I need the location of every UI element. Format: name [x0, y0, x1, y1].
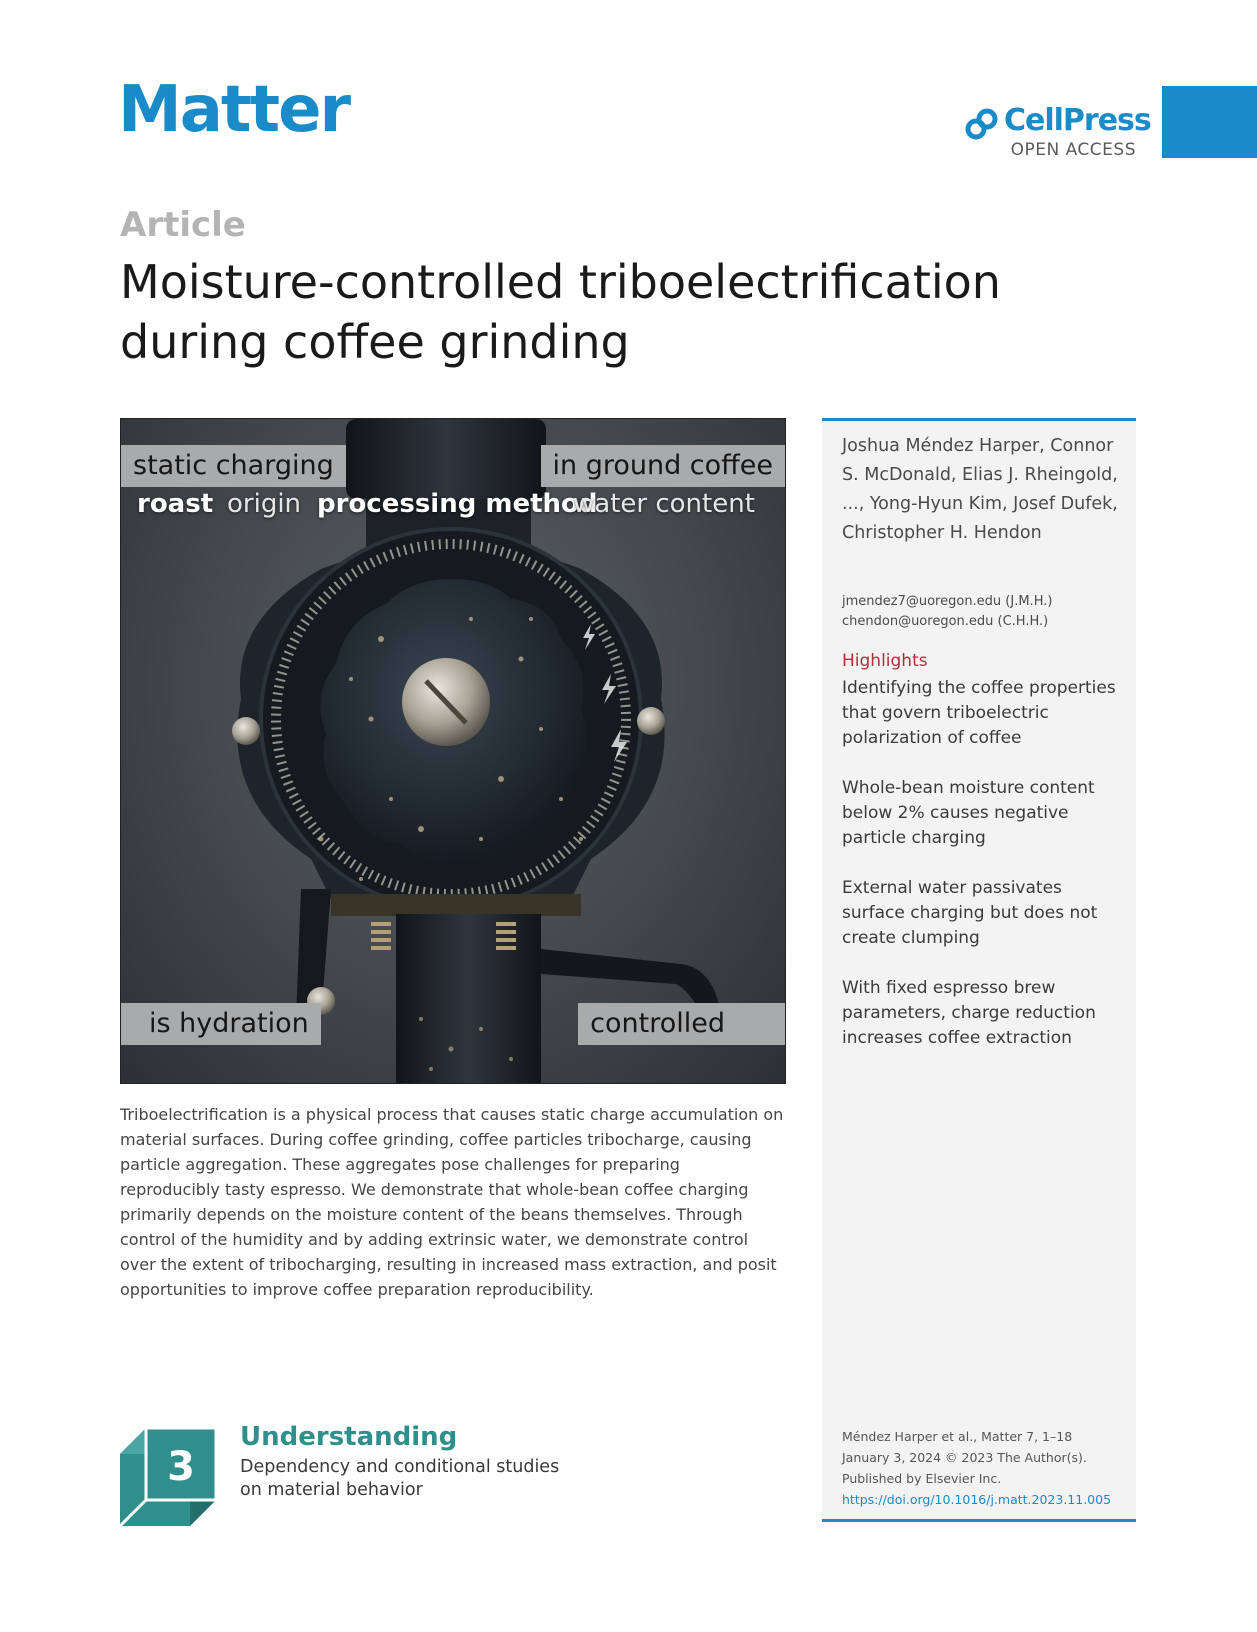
citation-line: Méndez Harper et al., Matter 7, 1–18: [842, 1429, 1073, 1444]
publisher-logo: [964, 103, 1151, 162]
ga-factor-origin: origin: [227, 489, 302, 519]
ga-label-in-ground-coffee: in ground coffee: [541, 445, 786, 487]
email-link[interactable]: chendon@uoregon.edu (C.H.H.): [842, 614, 1049, 629]
highlights-heading: Highlights: [842, 651, 928, 671]
graphical-abstract: [120, 418, 786, 1084]
highlight-item: Whole-bean moisture content below 2% causes negative particle charging: [842, 778, 1095, 848]
publisher-name: CellPress: [1004, 103, 1151, 138]
ga-factor-water-content: water content: [573, 489, 755, 519]
progression-description: Dependency and conditional studies on material behavior: [240, 1457, 560, 1500]
email-link[interactable]: jmendez7@uoregon.edu (J.M.H.): [842, 594, 1053, 609]
contact-emails: [842, 592, 1122, 632]
corner-tab: [1162, 86, 1257, 158]
citation-block: [842, 1426, 1132, 1510]
highlight-item: External water passivates surface charging but does not create clumping: [842, 878, 1098, 948]
cellpress-icon: [964, 108, 998, 142]
highlight-item: With fixed espresso brew parameters, charge reduction increases coffee extraction: [842, 978, 1096, 1048]
ga-label-static-charging: static charging: [121, 445, 346, 487]
author-list: Joshua Méndez Harper, Connor S. McDonald, Elias J. Rheingold, ..., Yong-Hyun Kim, Josef Dufek, Christopher H. Hendon: [842, 436, 1118, 543]
ga-label-is-hydration: is hydration: [121, 1003, 321, 1045]
journal-logo: Matter: [118, 73, 350, 147]
ga-label-controlled: controlled: [578, 1003, 785, 1045]
citation-line: Published by Elsevier Inc.: [842, 1471, 1002, 1486]
doi-link[interactable]: https://doi.org/10.1016/j.matt.2023.11.005: [842, 1492, 1112, 1507]
ga-factor-roast: roast: [137, 489, 214, 519]
citation-line: January 3, 2024 © 2023 The Author(s).: [842, 1450, 1087, 1465]
highlight-item: Identifying the coffee properties that govern triboelectric polarization of coffee: [842, 678, 1116, 748]
summary-paragraph: Triboelectrification is a physical process that causes static charge accumulation on material surfaces. During coffee grinding, coffee particles tribocharge, causing particle aggregation. These aggregates pose challenges for preparing reproducibly tasty espresso. We demonstrate that whole-bean coffee charging primarily depends on the moisture content of the beans themselves. Through control of the humidity and by adding extrinsic water, we demonstrate control over the extent of tribocharging, resulting in increased mass extraction, and posit opportunities to improve coffee preparation reproducibility.: [120, 1105, 784, 1299]
ga-factor-processing-method: processing method: [317, 489, 598, 519]
cube-icon: [120, 1428, 218, 1526]
progression-badge: [120, 1428, 218, 1526]
highlights-list: [842, 676, 1122, 1076]
progression-number: 3: [167, 1444, 195, 1490]
progression-title: Understanding: [240, 1422, 458, 1452]
article-title: Moisture-controlled triboelectrification during coffee grinding: [120, 255, 1001, 369]
article-type: Article: [120, 205, 246, 245]
open-access-label: OPEN ACCESS: [1010, 140, 1136, 160]
